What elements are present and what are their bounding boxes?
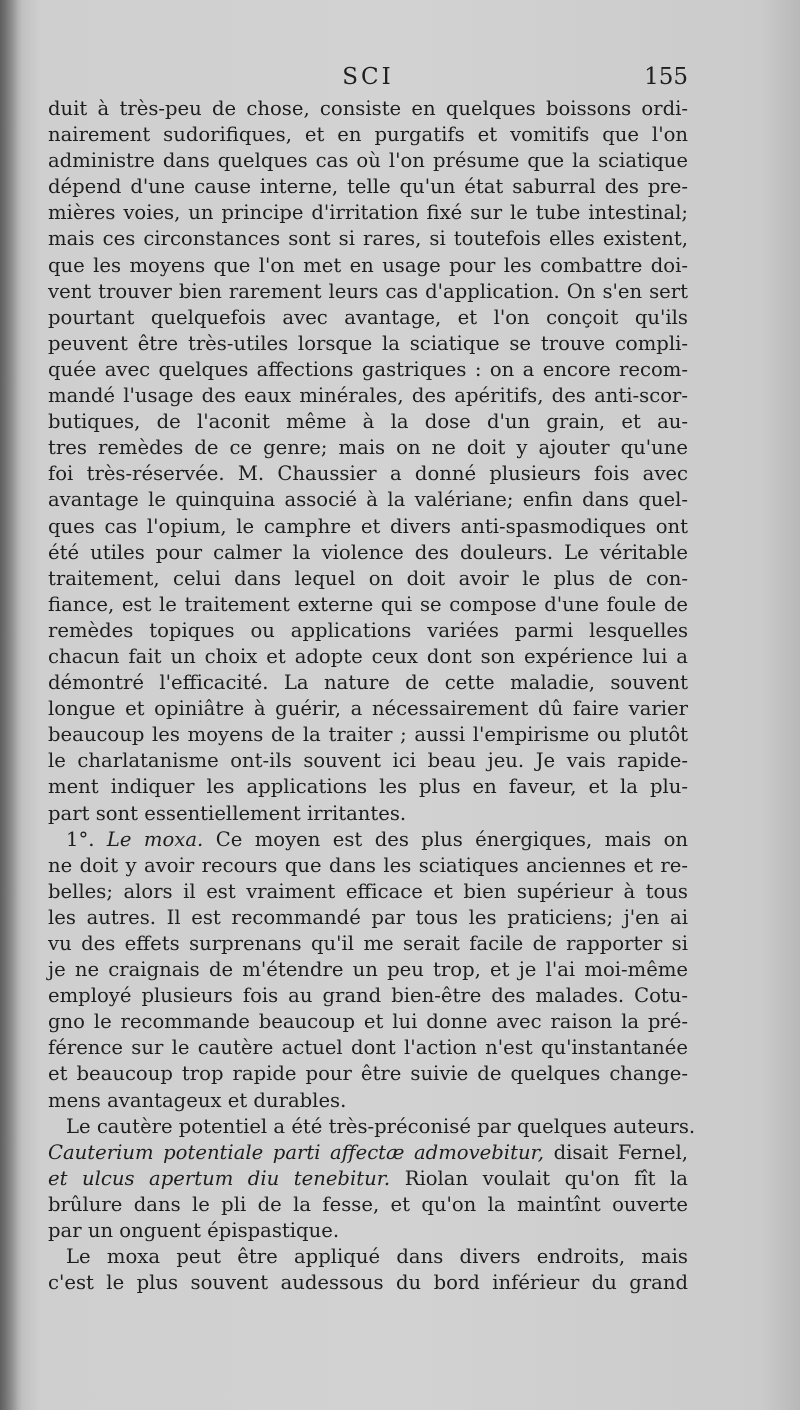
text-line: brûlure dans le pli de la fesse, et qu'on la maintînt ouverte bbox=[48, 1192, 688, 1216]
text-line: longue et opiniâtre à guérir, a nécessairement dû faire varier bbox=[48, 697, 688, 721]
text-line: chacun fait un choix et adopte ceux dont son expérience lui a bbox=[48, 644, 688, 668]
text-line: mières voies, un principe d'irritation fixé sur le tube intestinal; bbox=[48, 201, 688, 225]
text-line: été utiles pour calmer la violence des douleurs. Le véritable bbox=[48, 540, 688, 564]
body-text bbox=[48, 96, 696, 1296]
text-line: et beaucoup trop rapide pour être suivie de quelques change- bbox=[48, 1062, 688, 1086]
text-line: quée avec quelques affections gastriques : on a encore recom- bbox=[48, 357, 688, 381]
text-line: tres remèdes de ce genre; mais on ne doit y ajouter qu'une bbox=[48, 436, 688, 460]
text-line: que les moyens que l'on met en usage pour les combattre doi- bbox=[48, 253, 688, 277]
running-head bbox=[48, 62, 688, 96]
text-line: traitement, celui dans lequel on doit avoir le plus de con- bbox=[48, 566, 688, 590]
text-line: mens avantageux et durables. bbox=[48, 1088, 347, 1112]
item-text: Ce moyen est des plus énergiques, mais on bbox=[215, 827, 689, 851]
text-line: vent trouver bien rarement leurs cas d'application. On s'en sert bbox=[48, 279, 688, 303]
text-line: mais ces circonstances sont si rares, si toutefois elles existent, bbox=[48, 227, 688, 251]
item-term: Le moxa. bbox=[106, 827, 204, 851]
text-line: duit à très-peu de chose, consiste en quelques boissons ordi- bbox=[48, 97, 688, 120]
text-line: part sont essentiellement irritantes. bbox=[48, 801, 407, 825]
text-line: remèdes topiques ou applications variées parmi lesquelles bbox=[48, 618, 688, 642]
text-line: peuvent être très-utiles lorsque la sciatique se trouve compli- bbox=[48, 331, 688, 355]
text-line: nairement sudorifiques, et en purgatifs et vomitifs que l'on bbox=[48, 123, 688, 147]
text-line: Le moxa peut être appliqué dans divers endroits, mais bbox=[66, 1245, 688, 1269]
text-line: c'est le plus souvent audessous du bord inférieur du grand bbox=[48, 1271, 688, 1295]
text-line: foi très-réservée. M. Chaussier a donné plusieurs fois avec bbox=[48, 462, 688, 486]
moxa-heading-line bbox=[48, 827, 688, 853]
text-line: le charlatanisme ont-ils souvent ici beau jeu. Je vais rapide- bbox=[48, 749, 688, 773]
text-line: belles; alors il est vraiment efficace et bien supérieur à tous bbox=[48, 879, 688, 903]
running-title: SCI bbox=[342, 64, 394, 90]
text-line: avantage le quinquina associé à la valériane; enfin dans quel- bbox=[48, 488, 688, 512]
item-text: disait Fernel, bbox=[553, 1140, 688, 1164]
paragraph-final bbox=[48, 1244, 688, 1296]
text-line: pourtant quelquefois avec avantage, et l'on conçoit qu'ils bbox=[48, 305, 688, 329]
text-line: fiance, est le traitement externe qui se compose d'une foule de bbox=[48, 592, 688, 616]
quote-line bbox=[48, 1140, 688, 1166]
text-line: Le cautère potentiel a été très-préconisé par quelques auteurs. bbox=[66, 1114, 696, 1138]
text-line: ne doit y avoir recours que dans les sciatiques anciennes et re- bbox=[48, 853, 688, 877]
text-line: beaucoup les moyens de la traiter ; aussi l'empirisme ou plutôt bbox=[48, 723, 688, 747]
paragraph-cautere bbox=[48, 1114, 696, 1244]
text-line: butiques, de l'aconit même à la dose d'un grain, et au- bbox=[48, 410, 688, 434]
text-line: ques cas l'opium, le camphre et divers anti-spasmodiques ont bbox=[48, 514, 688, 538]
text-line: démontré l'efficacité. La nature de cette maladie, souvent bbox=[48, 671, 688, 695]
latin-quote: Cauterium potentiale parti affectæ admovebitur, bbox=[48, 1140, 545, 1164]
text-line: administre dans quelques cas où l'on présume que la sciatique bbox=[48, 149, 688, 173]
gutter-shadow bbox=[0, 0, 22, 1410]
text-line: par un onguent épispastique. bbox=[48, 1219, 340, 1243]
paragraph-moxa bbox=[48, 827, 688, 1114]
text-line: gno le recommande beaucoup et lui donne avec raison la pré- bbox=[48, 1010, 688, 1034]
text-line: les autres. Il est recommandé par tous les praticiens; j'en ai bbox=[48, 905, 688, 929]
page-number: 155 bbox=[644, 64, 688, 90]
item-number: 1°. bbox=[66, 827, 95, 851]
latin-quote: et ulcus apertum diu tenebitur. bbox=[48, 1166, 391, 1190]
text-line: je ne craignais de m'étendre un peu trop, et je l'ai moi-même bbox=[48, 958, 688, 982]
text-line: ment indiquer les applications les plus en faveur, et la plu- bbox=[48, 775, 688, 799]
text-line: dépend d'une cause interne, telle qu'un état saburral des pre- bbox=[48, 175, 688, 199]
text-line: mandé l'usage des eaux minérales, des apéritifs, des anti-scor- bbox=[48, 384, 688, 408]
text-line: férence sur le cautère actuel dont l'action n'est qu'instantanée bbox=[48, 1036, 688, 1060]
text-line: vu des effets surprenans qu'il me serait facile de rapporter si bbox=[48, 932, 688, 955]
item-text: Riolan voulait qu'on fît la bbox=[404, 1166, 688, 1190]
text-line: employé plusieurs fois au grand bien-être des malades. Cotu- bbox=[48, 984, 688, 1008]
quote-line bbox=[48, 1166, 688, 1192]
paragraph-treatment bbox=[48, 96, 688, 827]
